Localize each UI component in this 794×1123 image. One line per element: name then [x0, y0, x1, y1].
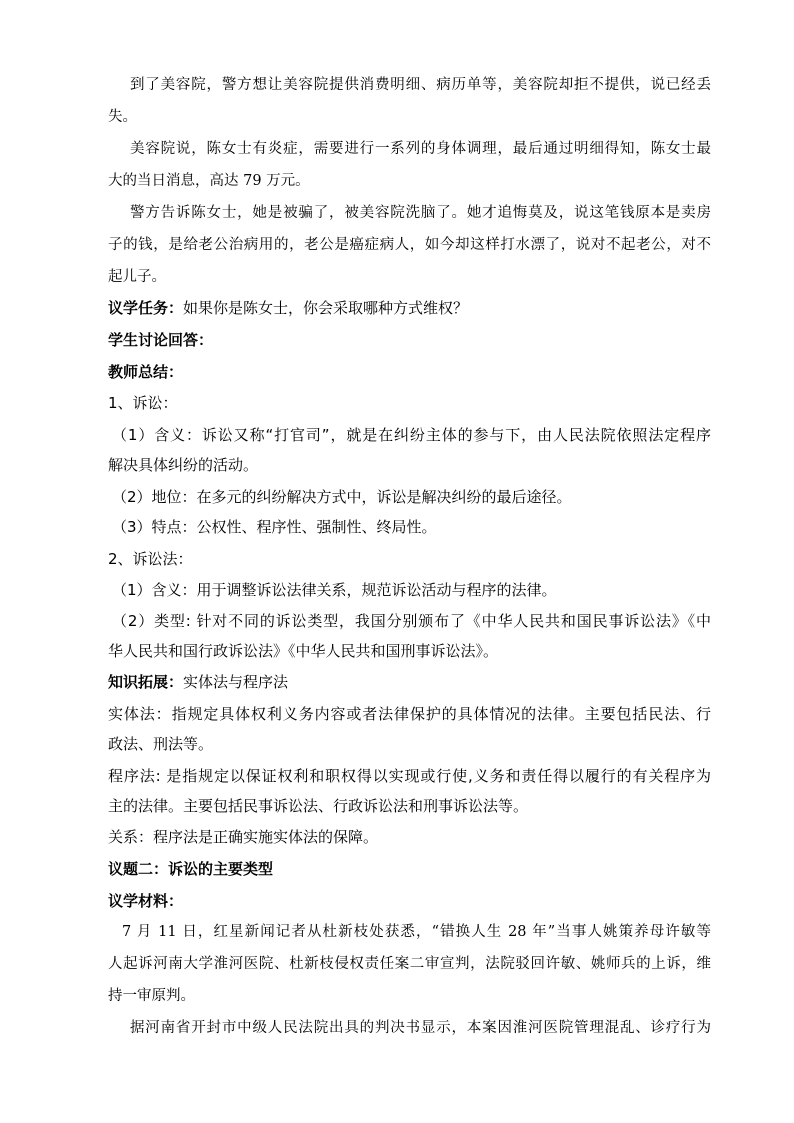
paragraph-line: 程序法: 是指规定以保证权利和职权得以实现或行使,义务和责任得以履行的有关程序为	[108, 767, 711, 785]
paragraph-line: 子的钱，是给老公治病用的，老公是癌症病人，如今却这样打水漂了，说对不起老公，对不	[108, 237, 711, 253]
paragraph-line: 关系：程序法是正确实施实体法的保障。	[108, 828, 379, 846]
extension-line	[108, 671, 288, 693]
paragraph-line: 7 月 11 日，红星新闻记者从杜新枝处获悉，“错换人生 28 年”当事人姚策养母许敏等	[122, 924, 711, 940]
paragraph-line: 实体法：指规定具体权利义务内容或者法律保护的具体情况的法律。主要包括民法、行	[108, 705, 711, 723]
paragraph-line: 华人民共和国行政诉讼法》《中华人民共和国刑事诉讼法》。	[108, 642, 499, 660]
topic-heading: 议题二：诉讼的主要类型	[108, 860, 274, 878]
task-label: 议学任务：	[108, 299, 184, 317]
task-text: 如果你是陈女士，你会采取哪种方式维权？	[183, 299, 469, 317]
extension-label: 知识拓展：	[108, 673, 184, 691]
paragraph-line: （2）类型: 针对不同的诉讼类型，我国分别颁布了《中华人民共和国民事诉讼法》《中	[112, 612, 711, 630]
section-heading: 学生讨论回答：	[108, 331, 214, 349]
section-heading: 教师总结：	[108, 363, 184, 381]
paragraph-line: （3）特点：公权性、程序性、强制性、终局性。	[112, 518, 437, 536]
paragraph-line: 解决具体纠纷的活动。	[108, 456, 259, 474]
extension-text: 实体法与程序法	[183, 673, 289, 691]
paragraph-line: 人起诉河南大学淮河医院、杜新枝侵权责任案二审宣判，法院驳回许敏、姚师兵的上诉，维	[108, 956, 711, 972]
paragraph-line: 主的法律。主要包括民事诉讼法、行政诉讼法和刑事诉讼法等。	[108, 797, 529, 815]
paragraph-line: （1）含义：诉讼又称“打官司”，就是在纠纷主体的参与下，由人民法院依照法定程序	[112, 426, 711, 444]
paragraph-line: 起儿子。	[108, 269, 166, 285]
paragraph-line: 大的当日消息，高达 79 万元。	[108, 173, 310, 189]
list-heading: 1、诉讼：	[108, 394, 178, 412]
paragraph-line: 失。	[108, 109, 137, 125]
paragraph-line: 持一审原判。	[108, 988, 195, 1004]
paragraph-line: 到了美容院，警方想让美容院提供消费明细、病历单等，美容院却拒不提供，说已经丢	[130, 77, 711, 93]
list-heading: 2、诉讼法：	[108, 550, 193, 568]
paragraph-line: 政法、刑法等。	[108, 735, 214, 753]
paragraph-line: 警方告诉陈女士，她是被骗了，被美容院洗脑了。她才追悔莫及，说这笔钱原本是卖房	[130, 205, 711, 221]
paragraph-line: 据河南省开封市中级人民法院出具的判决书显示，本案因淮河医院管理混乱、诊疗行为	[130, 1020, 711, 1036]
section-heading: 议学材料：	[108, 892, 184, 910]
paragraph-line: （2）地位：在多元的纠纷解决方式中，诉讼是解决纠纷的最后途径。	[112, 488, 572, 506]
task-line	[108, 297, 468, 319]
paragraph-line: 美容院说，陈女士有炎症，需要进行一系列的身体调理，最后通过明细得知，陈女士最	[130, 141, 711, 157]
paragraph-line: （1）含义：用于调整诉讼法律关系，规范诉讼活动与程序的法律。	[112, 581, 557, 599]
